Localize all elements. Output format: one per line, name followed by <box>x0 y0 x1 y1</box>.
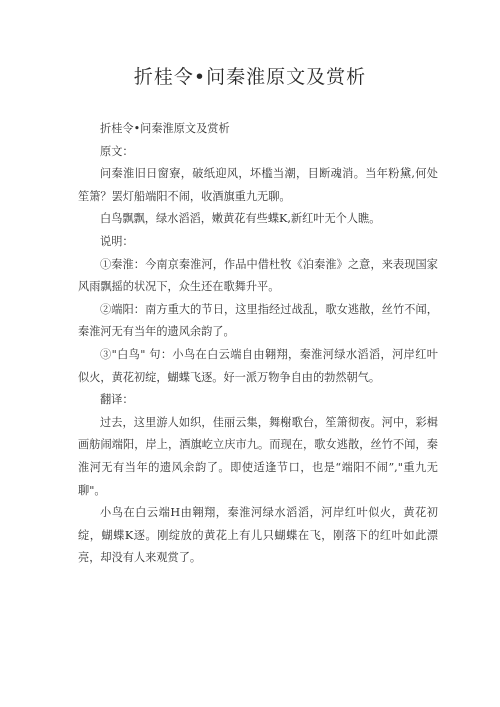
translation-paragraph: 过去，这里游人如织，佳丽云集，舞榭歌台，笙箫彻夜。河中，彩楫画舫闹端阳，岸上，酒旗屹立庆市九。而现在，歌女逃散，丝竹不闻，秦淮河无有当年的遗风余韵了。即使适逢节口，也是“端阳不闹”,"重九无聊"。 <box>78 415 438 497</box>
page-title: 折桂令•问秦淮原文及赏析 <box>133 66 367 88</box>
section-heading-translation: 翻译： <box>100 393 134 407</box>
note-paragraph: ③"白鸟" 句：小鸟在白云端自由翱翔，秦淮河绿水滔滔，河岸红叶似火，黄花初绽，蝴蝶飞逐。好一派万物争自由的勃然朝气。 <box>78 347 438 384</box>
translation-paragraph: 小鸟在白云端H由翱翔，秦淮河绿水滔滔，河岸红叶似火，黄花初绽，蝴蝶K逐。刚绽放的黄花上有儿只蝴蝶在飞，刚落下的红叶如此漂亮，却没有人来观赏了。 <box>78 506 438 565</box>
original-text-paragraph: 问秦淮旧日窗寮，破纸迎风，坏槛当潮，目断魂消。当年粉黛,何处笙箫？罢灯船端阳不闹，收酒旗重九无聊。 <box>78 167 438 203</box>
note-paragraph: ①秦淮：今南京秦淮河，作品中借杜牧《泊秦淮》之意，来表现国家风雨飘摇的状况下，众生还在歌舞升平。 <box>78 257 438 294</box>
document-body <box>78 118 438 570</box>
section-heading-original: 原文： <box>100 144 134 158</box>
subtitle-paragraph: 折桂令•问秦淮原文及赏析 <box>100 122 230 135</box>
note-paragraph: ②端阳：南方重大的节日，这里指经过战乱，歌女逃散，丝竹不闻，秦淮河无有当年的遗风余韵了。 <box>78 302 438 339</box>
section-heading-notes: 说明： <box>100 234 134 248</box>
original-text-paragraph: 白鸟飘飘，绿水滔滔，嫩黄花有些蝶K,新红叶无个人瞧。 <box>100 212 381 226</box>
